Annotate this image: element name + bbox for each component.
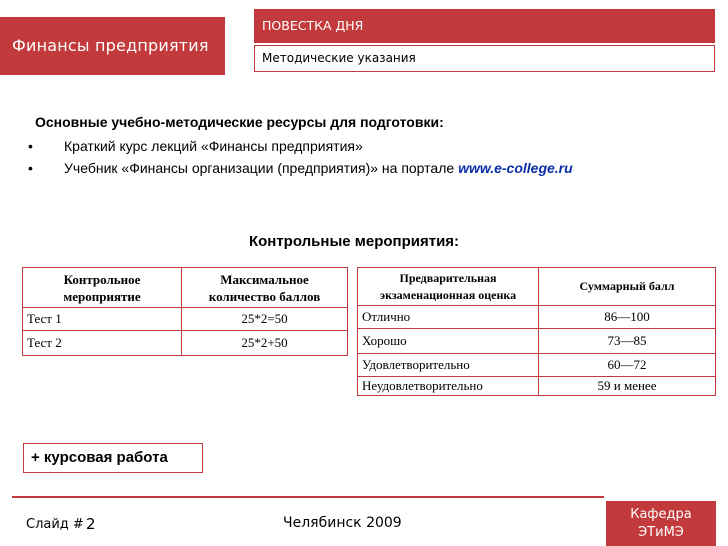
department-line: ЭТиМЭ: [638, 525, 684, 540]
resource-text: Учебник «Финансы организации (предприятия)» на портале: [64, 160, 459, 176]
table-cell: 25*2+50: [182, 331, 348, 356]
resources-list: [24, 135, 573, 179]
guide-bar[interactable]: Методические указания: [254, 45, 715, 72]
agenda-bar[interactable]: ПОВЕСТКА ДНЯ: [254, 9, 715, 43]
table-cell: 59 и менее: [539, 377, 716, 396]
grades-table: [357, 267, 716, 396]
department-line: Кафедра: [630, 507, 692, 522]
table-cell: 60—72: [539, 354, 716, 377]
portal-link[interactable]: www.e-college.ru: [458, 160, 573, 176]
table-cell: Хорошо: [358, 329, 539, 354]
footer-divider: [12, 496, 604, 498]
department-badge: [606, 501, 716, 546]
slide-number: 2: [86, 515, 96, 533]
table-row: [358, 306, 716, 329]
bullet-icon: •: [28, 160, 33, 176]
table-header: Предварительная экзаменационная оценка: [358, 268, 539, 306]
list-item: [24, 135, 573, 157]
table-row: [23, 331, 348, 356]
resource-text: Краткий курс лекций «Финансы предприятия»: [64, 138, 363, 154]
table-header: Контрольное мероприятие: [23, 268, 182, 308]
events-table: [22, 267, 348, 356]
table-row: [23, 308, 348, 331]
bullet-icon: •: [28, 138, 33, 154]
table-row: [358, 354, 716, 377]
table-cell: 73—85: [539, 329, 716, 354]
control-title: Контрольные мероприятия:: [248, 233, 460, 250]
course-work-box: + курсовая работа: [23, 443, 203, 473]
table-cell: 25*2=50: [182, 308, 348, 331]
slide-label: Слайд #: [26, 517, 84, 532]
table-header: Суммарный балл: [539, 268, 716, 306]
resources-title: Основные учебно-методические ресурсы для подготовки:: [35, 114, 444, 130]
table-row: [358, 377, 716, 396]
table-header: Максимальное количество баллов: [182, 268, 348, 308]
table-cell: Тест 2: [23, 331, 182, 356]
list-item: [24, 157, 573, 179]
table-cell: Удовлетворительно: [358, 354, 539, 377]
brand-title: Финансы предприятия: [0, 17, 225, 75]
table-cell: 86—100: [539, 306, 716, 329]
city-year: Челябинск 2009: [283, 515, 402, 531]
table-cell: Неудовлетворительно: [358, 377, 539, 396]
table-row: [358, 329, 716, 354]
table-cell: Отлично: [358, 306, 539, 329]
table-cell: Тест 1: [23, 308, 182, 331]
